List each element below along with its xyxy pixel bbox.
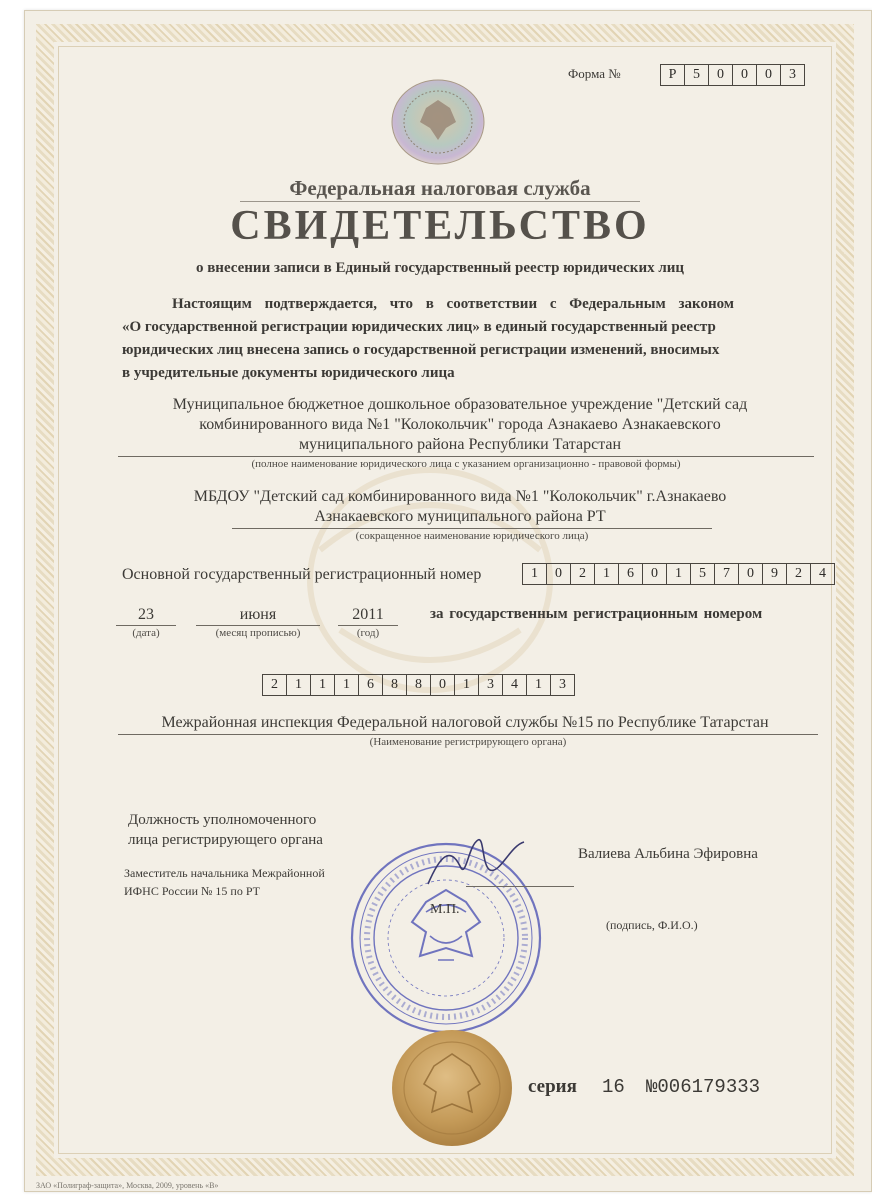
position-label-line-1: Должность уполномоченного [128, 812, 317, 828]
gold-seal [390, 1028, 514, 1148]
authority-name: Межрайонная инспекция Федеральной налоговой службы №15 по Республике Татарстан [161, 714, 769, 731]
form-code-digit: 0 [733, 65, 757, 85]
ogrn-digit: 0 [547, 564, 571, 584]
grn-digit: 1 [311, 675, 335, 695]
form-code-digit: 3 [789, 67, 796, 82]
grn-digit: 8 [407, 675, 431, 695]
ogrn-digit: 0 [643, 564, 667, 584]
ogrn-digit: 9 [763, 564, 787, 584]
grn-digit: 3 [559, 677, 566, 692]
form-code-digit: Р [661, 65, 685, 85]
position-line-2: ИФНС России № 15 по РТ [124, 884, 261, 898]
month-caption: (месяц прописью) [215, 627, 301, 639]
short-name-rule [232, 528, 712, 529]
position-label-line-2: лица регистрирующего органа [128, 832, 323, 848]
series-value: 16 [602, 1076, 625, 1098]
series-label: серия [528, 1076, 577, 1097]
grn-digit: 8 [383, 675, 407, 695]
date-day: 23 [138, 606, 154, 623]
grn-digit: 0 [431, 675, 455, 695]
ogrn-digit: 5 [691, 564, 715, 584]
short-name-line-1: МБДОУ "Детский сад комбинированного вида №1 "Колокольчик" г.Азнакаево [193, 488, 727, 505]
mp-label: М.П. [430, 902, 460, 917]
ogrn-digit: 1 [595, 564, 619, 584]
signature-caption: (подпись, Ф.И.О.) [606, 918, 698, 932]
short-name-line-2: Азнакаевского муниципального района РТ [314, 508, 606, 525]
ogrn-digit: 0 [739, 564, 763, 584]
ogrn-label: Основной государственный регистрационный номер [122, 566, 482, 583]
certificate-subtitle: о внесении записи в Единый государственный реестр юридических лиц [195, 260, 685, 276]
grn-digit: 1 [455, 675, 479, 695]
body-line-4: в учредительные документы юридического лица [122, 365, 455, 381]
grn-digit: 2 [263, 675, 287, 695]
full-name-line-2: комбинированного вида №1 "Колокольчик" города Азнакаево Азнакаевского [199, 416, 721, 433]
grn-boxes [262, 674, 575, 696]
form-number-label: Форма № [568, 66, 621, 81]
short-name-caption: (сокращенное наименование юридического лица) [355, 530, 589, 542]
ogrn-digit: 1 [667, 564, 691, 584]
ogrn-digit: 1 [523, 564, 547, 584]
form-code-digit: 0 [709, 65, 733, 85]
ogrn-digit: 4 [819, 566, 826, 581]
form-code-digit: 0 [757, 65, 781, 85]
ogrn-digit: 2 [787, 564, 811, 584]
certificate-title: СВИДЕТЕЛЬСТВО [230, 203, 650, 249]
ogrn-boxes [522, 563, 835, 585]
full-name-line-1: Муниципальное бюджетное дошкольное образовательное учреждение "Детский сад [172, 396, 748, 413]
series-number: №006179333 [646, 1076, 761, 1098]
ogrn-digit: 7 [715, 564, 739, 584]
day-caption: (дата) [132, 627, 160, 639]
grn-digit: 4 [503, 675, 527, 695]
form-number-boxes [660, 64, 805, 86]
full-name-rule [118, 456, 814, 457]
day-rule [116, 625, 176, 626]
printer-footer: ЗАО «Полиграф-защита», Москва, 2009, уровень «В» [36, 1181, 219, 1190]
full-name-line-3: муниципального района Республики Татарстан [298, 436, 622, 453]
year-caption: (год) [356, 627, 380, 639]
full-name-caption: (полное наименование юридического лица с указанием организационно - правовой формы) [251, 458, 681, 470]
signature-rule [466, 886, 574, 887]
year-rule [338, 625, 398, 626]
authority-rule [118, 734, 818, 735]
authority-caption: (Наименование регистрирующего органа) [369, 736, 567, 748]
hologram-emblem [390, 78, 486, 168]
ogrn-digit: 2 [571, 564, 595, 584]
date-year: 2011 [352, 606, 384, 623]
month-rule [196, 625, 320, 626]
agency-name: Федеральная налоговая служба [289, 176, 591, 200]
grn-digit: 1 [527, 675, 551, 695]
registration-number-label: за государственным регистрационным номером [430, 606, 763, 622]
body-line-2: «О государственной регистрации юридических лиц» в единый государственный реестр [122, 319, 716, 335]
position-line-1: Заместитель начальника Межрайонной [124, 866, 325, 880]
signer-name: Валиева Альбина Эфировна [578, 846, 758, 862]
date-month: июня [239, 606, 277, 623]
body-line-1: Настоящим подтверждается, что в соответствии с Федеральным законом [172, 296, 735, 312]
grn-digit: 1 [335, 675, 359, 695]
grn-digit: 6 [359, 675, 383, 695]
grn-digit: 1 [287, 675, 311, 695]
form-code-digit: 5 [685, 65, 709, 85]
body-line-3: юридических лиц внесена запись о государственной регистрации изменений, вносимых [122, 342, 720, 358]
ogrn-digit: 6 [619, 564, 643, 584]
grn-digit: 3 [479, 675, 503, 695]
